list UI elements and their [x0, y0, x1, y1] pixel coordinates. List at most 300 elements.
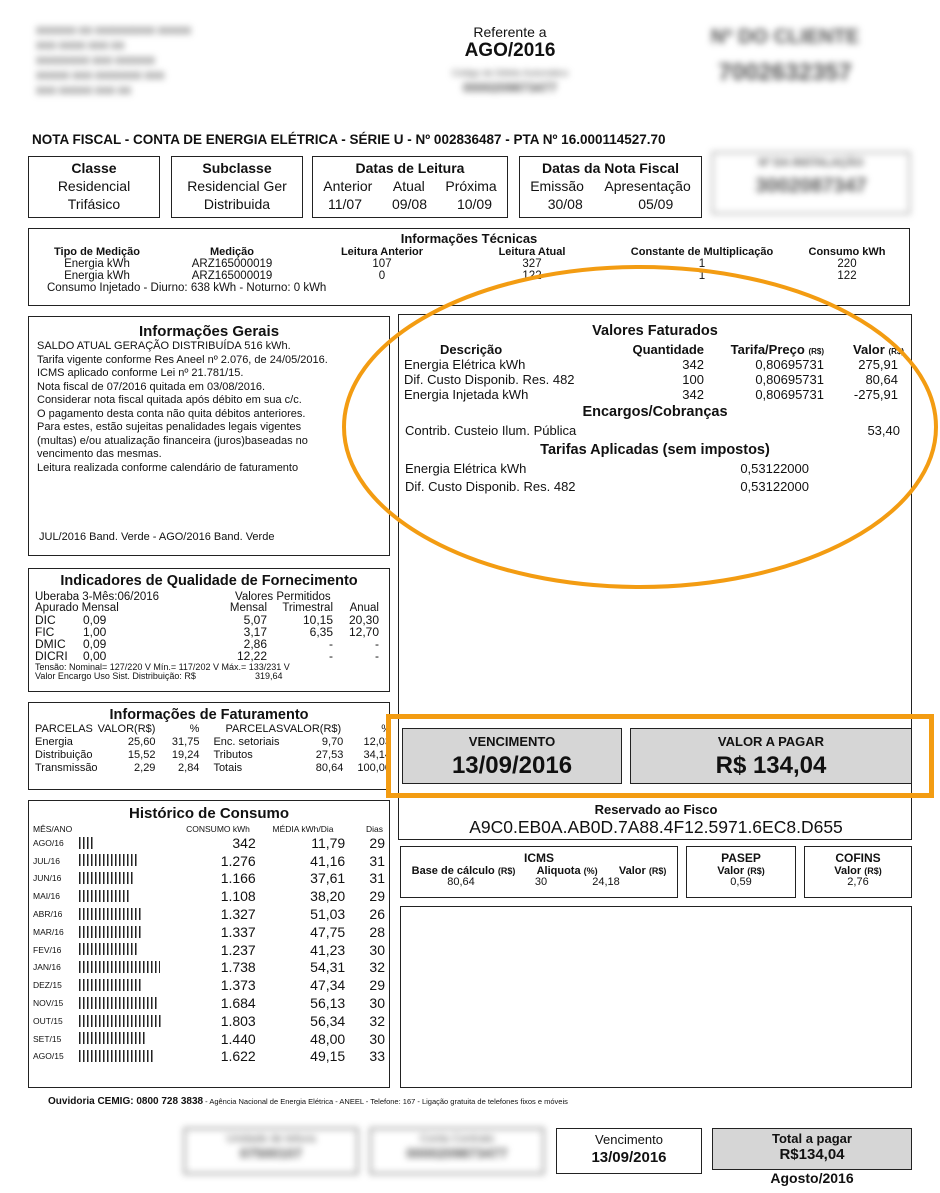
col-valor-unit: (R$): [888, 347, 904, 356]
info-tecnicas-title: Informações Técnicas: [400, 231, 538, 246]
tarifa-desc: Energia Elétrica kWh: [405, 461, 527, 476]
address-line: XXXXXXXX XXX XXXXXX: [36, 56, 155, 67]
classe-phase: Trifásico: [67, 196, 121, 212]
cell: 2,29: [134, 762, 156, 774]
month-label: JUN/16: [33, 873, 62, 884]
emissao-date: 30/08: [547, 196, 583, 212]
cell: 30: [369, 941, 385, 958]
cofins-title: COFINS: [835, 851, 881, 865]
cell: 27,53: [315, 749, 344, 761]
icms-aliq-label: Aliquota: [536, 865, 581, 877]
leitura-proxima-label: Próxima: [445, 178, 497, 194]
col-constante: Constante de Multiplicação: [630, 246, 774, 258]
cell: 56,34: [310, 1012, 346, 1029]
cell: 12,03: [363, 736, 391, 748]
cell: 2,86: [243, 637, 267, 651]
month-label: OUT/15: [33, 1015, 63, 1026]
cell: 25,60: [127, 736, 156, 748]
cell: 6,35: [309, 625, 333, 639]
icms-base: 80,64: [447, 876, 475, 888]
historico-row: [33, 1030, 385, 1048]
cell: 12,70: [348, 625, 379, 639]
highlight-ellipse: [320, 262, 940, 592]
cell: 30: [369, 995, 385, 1012]
fisco-code: A9C0.EB0A.AB0D.7A88.4F12.5971.6EC8.D655: [469, 817, 843, 837]
nota-fiscal-title: NOTA FISCAL - CONTA DE ENERGIA ELÉTRICA - SÉRIE U - Nº 002836487 - PTA Nº 16.000114527.70: [32, 132, 666, 147]
info-line: Nota fiscal de 07/2016 quitada em 03/08/2016.: [37, 380, 266, 393]
cell: 19,24: [171, 749, 200, 761]
cell: Transmissão: [35, 762, 98, 774]
col-tarifa: Tarifa/Preço: [730, 342, 805, 357]
col-tipo-medicao: Tipo de Medição: [54, 246, 140, 258]
historico-row: [33, 852, 385, 870]
col-leitura-anterior: Leitura Anterior: [340, 246, 424, 258]
cell: 0,80695731: [755, 387, 824, 402]
historico-row: [33, 887, 385, 905]
apresentacao-date: 05/09: [638, 196, 674, 212]
valor-pagar-label: VALOR A PAGAR: [717, 734, 825, 749]
instalacao-box: [712, 152, 910, 214]
cell: 327: [522, 258, 542, 270]
bar-cell: [79, 887, 178, 905]
icms-valor: 24,18: [592, 876, 620, 888]
bar-cell: [79, 1030, 178, 1048]
valor-pagar-amount: R$ 134,04: [715, 752, 827, 779]
pasep-value: 0,59: [730, 876, 752, 888]
cell: 100: [682, 372, 704, 387]
stub-contrato-box: [370, 1128, 544, 1174]
table-row: [35, 762, 391, 775]
bar-cell: [79, 941, 178, 959]
subclasse-value: Residencial Ger: [187, 178, 287, 194]
reference-label: Referente a: [473, 24, 547, 40]
stub-contrato-label: Conta Contrato: [419, 1133, 495, 1145]
cell: Energia kWh: [64, 258, 130, 270]
col-parcelas: PARCELAS: [35, 723, 93, 735]
debit-code: 0000209873477: [463, 80, 557, 95]
col-media: MÉDIA kWh/Dia: [272, 824, 334, 834]
historico-row: [33, 1012, 385, 1030]
cofins-unit: (R$): [864, 866, 882, 876]
col-dias: Dias: [365, 824, 383, 834]
cell: Distribuição: [35, 749, 93, 761]
bar-cell: [79, 870, 178, 888]
stub-leitura-value: 07500107: [239, 1145, 303, 1161]
valores-faturados-title: Valores Faturados: [592, 323, 718, 339]
info-line: Considerar nota fiscal quitada após débito em sua c/c.: [37, 394, 302, 406]
col-pct: %: [381, 723, 391, 735]
cell: 122: [522, 270, 542, 282]
tarifa-value: 0,53122000: [740, 461, 809, 476]
valores-permitidos-label: Valores Permitidos: [235, 591, 331, 603]
cell: 3,17: [243, 625, 267, 639]
tarifa-value: 0,53122000: [740, 479, 809, 494]
historico-title: Histórico de Consumo: [128, 805, 289, 822]
cell: 41,16: [310, 852, 346, 869]
cell: 47,75: [310, 923, 346, 940]
month-label: AGO/15: [33, 1051, 64, 1062]
cell: 275,91: [858, 357, 898, 372]
subclasse-box: [171, 156, 303, 218]
cell: Energia kWh: [64, 270, 130, 282]
cell: Energia: [35, 736, 73, 748]
col-leitura-atual: Leitura Atual: [498, 246, 566, 258]
info-line: Leitura realizada conforme calendário de faturamento: [37, 461, 299, 474]
emissao-label: Emissão: [530, 178, 584, 194]
cell: 26: [369, 906, 385, 923]
col-apurado: Apurado Mensal: [35, 602, 119, 614]
cell: DICRI: [35, 649, 68, 663]
reference-period: AGO/2016: [464, 40, 556, 61]
stub-period: Agosto/2016: [770, 1170, 854, 1186]
info-line: (multas) e/ou atualização financeira (juros)baseadas no: [37, 434, 308, 447]
leitura-anterior-label: Anterior: [323, 178, 373, 194]
empty-box: [400, 906, 912, 1088]
historico-box: [28, 800, 390, 1088]
apresentacao-label: Apresentação: [604, 178, 691, 194]
month-label: FEV/16: [33, 944, 62, 955]
cell: 0,80695731: [755, 357, 824, 372]
classe-box: [28, 156, 160, 218]
month-label: AGO/16: [33, 837, 64, 848]
datas-leitura-box: [312, 156, 508, 218]
spacer: [143, 626, 211, 638]
bar-cell: [79, 976, 178, 994]
faturamento-box: [28, 702, 390, 790]
cell: 9,70: [321, 736, 344, 748]
pasep-box: [686, 846, 796, 898]
month-label: MAR/16: [33, 926, 64, 937]
consumption-bar: [79, 837, 95, 849]
cell: 54,31: [310, 959, 346, 976]
stub-total-label: Total a pagar: [772, 1131, 852, 1146]
consumption-bar: [79, 908, 141, 920]
address-line: XXX XXXXX XXX XX: [36, 86, 132, 97]
reference-block: [400, 24, 620, 95]
cell: 0,09: [83, 613, 107, 627]
cell: 1.440: [220, 1030, 256, 1047]
icms-base-unit: (R$): [497, 866, 516, 876]
customer-address-blurred: [36, 24, 206, 99]
icms-base-label: Base de cálculo: [411, 865, 495, 877]
cell: 342: [682, 357, 704, 372]
stub-venc-label: Vencimento: [595, 1132, 663, 1147]
col-tarifa-unit: (R$): [808, 347, 824, 356]
leitura-atual-date: 09/08: [391, 196, 427, 212]
info-line: Para estes, estão sujeitas penalidades legais vigentes: [37, 421, 302, 433]
ouvidoria-text: - Agência Nacional de Energia Elétrica - ANEEL - Telefone: 167 - Ligação gratuita de telefones fixos e móveis: [203, 1097, 568, 1106]
cell: 33: [369, 1048, 385, 1065]
bandeira-note: JUL/2016 Band. Verde - AGO/2016 Band. Verde: [39, 531, 275, 543]
bar-cell: [79, 852, 178, 870]
cell: 1.237: [220, 941, 256, 958]
pasep-label: Valor: [717, 865, 745, 877]
consumption-bar: [79, 997, 157, 1009]
stub-total-value: R$134,04: [779, 1146, 845, 1163]
cell: 220: [837, 258, 857, 270]
address-line: XXXXX XXX XXXXXXX XXX: [36, 71, 165, 82]
col-mensal: Mensal: [229, 602, 267, 614]
col-mes-ano: MÊS/ANO: [33, 824, 73, 834]
datas-nf-box: [519, 156, 702, 218]
month-label: SET/15: [33, 1033, 62, 1044]
cell: 29: [369, 888, 385, 905]
stub-leitura-box: [184, 1128, 358, 1174]
icms-valor-unit: (R$): [648, 866, 667, 876]
historico-row: [33, 923, 385, 941]
stub-leitura-label: Unidade de leitura: [226, 1133, 316, 1145]
cell: 1,00: [83, 625, 107, 639]
subclasse-type: Distribuida: [203, 196, 271, 212]
consumo-injetado-note: Consumo Injetado - Diurno: 638 kWh - Noturno: 0 kWh: [47, 282, 327, 294]
cell: 34,14: [363, 749, 391, 761]
historico-row: [33, 870, 385, 888]
info-line: ICMS aplicado conforme Lei nº 21.781/15.: [37, 367, 244, 379]
icms-box: [400, 846, 678, 898]
cell: 1: [698, 270, 706, 282]
historico-row: [33, 1048, 385, 1066]
cell: 2,84: [178, 762, 200, 774]
cofins-value: 2,76: [847, 876, 869, 888]
cell: 0,80695731: [755, 372, 824, 387]
datas-leitura-label: Datas de Leitura: [355, 160, 465, 176]
col-valor: Valor: [853, 342, 885, 357]
table-row: [35, 736, 391, 749]
cell: 47,34: [310, 977, 346, 994]
cell: Tributos: [213, 749, 253, 761]
cell: 20,30: [348, 613, 379, 627]
address-line: XXXXXX XX XXXXXXXXX XXXXX: [36, 26, 192, 37]
col-pct: %: [189, 723, 200, 735]
month-label: JAN/16: [33, 962, 61, 973]
cofins-label: Valor: [834, 865, 862, 877]
bar-cell: [79, 905, 178, 923]
cell: Dif. Custo Disponib. Res. 482: [404, 372, 575, 387]
cell: 80,64: [865, 372, 898, 387]
cell: 1.166: [220, 870, 256, 887]
cell: 0,09: [83, 637, 107, 651]
cell: 49,15: [310, 1048, 346, 1065]
month-label: MAI/16: [33, 891, 60, 902]
cell: 80,64: [315, 762, 344, 774]
icms-aliq-unit: (%): [583, 866, 598, 876]
cell: 1: [698, 258, 706, 270]
cell: 1.276: [220, 852, 256, 869]
cell: DIC: [35, 613, 56, 627]
client-label: Nº DO CLIENTE: [710, 26, 860, 48]
historico-row: [33, 959, 385, 977]
qualidade-box: [28, 568, 390, 692]
icms-valor-label: Valor: [618, 865, 646, 877]
cell: 10,15: [302, 613, 333, 627]
leitura-proxima-date: 10/09: [456, 196, 493, 212]
consumption-bar: [79, 1050, 155, 1062]
cell: 1.337: [220, 923, 256, 940]
cell: -275,91: [853, 387, 898, 402]
cell: 100,00: [357, 762, 391, 774]
vencimento-label: VENCIMENTO: [468, 734, 556, 749]
tarifa-desc: Dif. Custo Disponib. Res. 482: [405, 479, 576, 494]
info-line: Tarifa vigente conforme Res Aneel nº 2.076, de 24/05/2016.: [37, 353, 328, 366]
cell: Energia Injetada kWh: [404, 387, 529, 402]
historico-row: [33, 834, 385, 852]
pasep-title: PASEP: [721, 851, 761, 865]
spacer: [143, 614, 211, 626]
debit-code-label: Código de Débito Automático: [451, 68, 569, 78]
qualidade-title: Indicadores de Qualidade de Fornecimento: [60, 573, 358, 589]
cell: 11,79: [311, 834, 346, 851]
encargos-title: Encargos/Cobranças: [582, 404, 728, 420]
cell: 56,13: [310, 995, 346, 1012]
cell: 41,23: [310, 941, 346, 958]
consumption-bar: [79, 926, 141, 938]
icms-title: ICMS: [524, 851, 554, 865]
cell: 12,22: [236, 649, 267, 663]
col-valor: VALOR(R$): [283, 723, 342, 735]
stub-venc-date: 13/09/2016: [591, 1149, 667, 1166]
cell: 1.108: [220, 888, 256, 905]
classe-label: Classe: [71, 160, 117, 176]
cell: 29: [369, 834, 385, 851]
cell: 31,75: [171, 736, 200, 748]
month-label: DEZ/15: [33, 980, 62, 991]
cell: 5,07: [243, 613, 267, 627]
month-label: JUL/16: [33, 855, 60, 866]
highlight-rectangle: [386, 714, 934, 798]
faturamento-title: Informações de Faturamento: [109, 707, 309, 723]
info-line: vencimento das mesmas.: [37, 448, 162, 460]
qualidade-local: Uberaba 3-Mês:06/2016: [35, 591, 160, 603]
col-medicao: Medição: [209, 246, 254, 258]
historico-row: [33, 994, 385, 1012]
cell: 38,20: [310, 888, 346, 905]
col-valor: VALOR(R$): [97, 723, 156, 735]
cell: 1.803: [220, 1012, 256, 1029]
cell: 32: [369, 1012, 385, 1029]
tensao-note: Tensão: Nominal= 127/220 V Mín.= 117/202 V Máx.= 133/231 V: [35, 662, 290, 672]
cell: 31: [369, 852, 385, 869]
cell: Enc. setoriais: [213, 736, 280, 748]
ouvidoria-phone: Ouvidoria CEMIG: 0800 728 3838: [48, 1096, 204, 1107]
historico-row: [33, 976, 385, 994]
cell: 107: [372, 258, 392, 270]
leitura-atual-label: Atual: [392, 178, 425, 194]
cell: 37,61: [310, 870, 346, 887]
cell: 342: [682, 387, 704, 402]
instalacao-label: Nº DA INSTALAÇÃO: [758, 157, 864, 169]
tarifas-title: Tarifas Aplicadas (sem impostos): [540, 442, 770, 458]
info-line: SALDO ATUAL GERAÇÃO DISTRIBUÍDA 516 kWh.: [37, 340, 291, 352]
cell: 1.373: [220, 977, 256, 994]
cell: 48,00: [310, 1030, 346, 1047]
bar-cell: [79, 834, 178, 852]
spacer: [143, 650, 211, 662]
bar-cell: [79, 1047, 178, 1065]
cell: 51,03: [310, 906, 346, 923]
consumption-bar: [79, 1032, 146, 1044]
bar-cell: [79, 1012, 178, 1030]
bar-cell: [79, 958, 178, 976]
cell: 0: [378, 270, 386, 282]
col-quantidade: Quantidade: [632, 342, 704, 357]
cell: 0,00: [83, 649, 107, 663]
address-line: XXX XXXX XXX XX: [36, 41, 125, 52]
cell: DMIC: [35, 637, 66, 651]
encargo-uso-label: Valor Encargo Uso Sist. Distribuição: R$: [35, 671, 196, 681]
cell: 122: [837, 270, 857, 282]
consumption-bar: [79, 872, 133, 884]
classe-value: Residencial: [57, 178, 131, 194]
consumption-bar: [79, 890, 131, 902]
datas-nf-label: Datas da Nota Fiscal: [542, 160, 679, 176]
cell: -: [329, 649, 333, 663]
fisco-label: Reservado ao Fisco: [594, 802, 718, 817]
cofins-box: [804, 846, 912, 898]
cell: 342: [232, 834, 256, 851]
cell: ARZ165000019: [191, 258, 273, 270]
cell: -: [375, 649, 379, 663]
spacer: [143, 638, 211, 650]
col-parcelas: PARCELAS: [225, 723, 284, 735]
ouvidoria-line: [48, 1096, 568, 1107]
month-label: NOV/15: [33, 998, 64, 1009]
encargo-desc: Contrib. Custeio Ilum. Pública: [405, 423, 577, 438]
consumption-bar: [79, 979, 143, 991]
bar-cell: [79, 923, 178, 941]
info-gerais-title: Informações Gerais: [138, 323, 280, 340]
cell: Energia Elétrica kWh: [404, 357, 526, 372]
month-label: ABR/16: [33, 909, 63, 920]
cell: ARZ165000019: [191, 270, 273, 282]
cell: 1.738: [220, 959, 256, 976]
historico-row: [33, 941, 385, 959]
cell: 30: [369, 1030, 385, 1047]
stub-contrato-value: 0000209873477: [406, 1145, 508, 1161]
cell: 15,52: [127, 749, 156, 761]
col-trimestral: Trimestral: [282, 602, 333, 614]
col-consumo: Consumo kWh: [808, 246, 886, 258]
consumption-bar: [79, 943, 137, 955]
stub-total-box: [712, 1128, 912, 1170]
consumption-bar: [79, 1015, 163, 1027]
pasep-unit: (R$): [747, 866, 765, 876]
cell: 1.622: [220, 1048, 256, 1065]
cell: -: [375, 637, 379, 651]
cell: 31: [369, 870, 385, 887]
subclasse-label: Subclasse: [202, 160, 272, 176]
icms-aliq: 30: [534, 876, 548, 888]
client-number: 7002632357: [718, 59, 852, 86]
consumption-bar: [79, 961, 160, 973]
table-row: [35, 749, 391, 762]
consumption-bar: [79, 854, 138, 866]
qualidade-row: [35, 650, 383, 662]
encargo-value: 53,40: [867, 423, 900, 438]
info-line: O pagamento desta conta não quita débitos anteriores.: [37, 407, 306, 420]
cell: 1.327: [220, 906, 256, 923]
encargo-uso-value: 319,64: [255, 671, 283, 681]
col-consumo: CONSUMO kWh: [186, 824, 250, 834]
cell: 29: [369, 977, 385, 994]
historico-row: [33, 905, 385, 923]
cell: 1.684: [220, 995, 256, 1012]
cell: -: [329, 637, 333, 651]
cell: Totais: [213, 762, 243, 774]
cell: 32: [369, 959, 385, 976]
cell: FIC: [35, 625, 55, 639]
fisco-block: [400, 802, 912, 838]
col-anual: Anual: [349, 602, 379, 614]
